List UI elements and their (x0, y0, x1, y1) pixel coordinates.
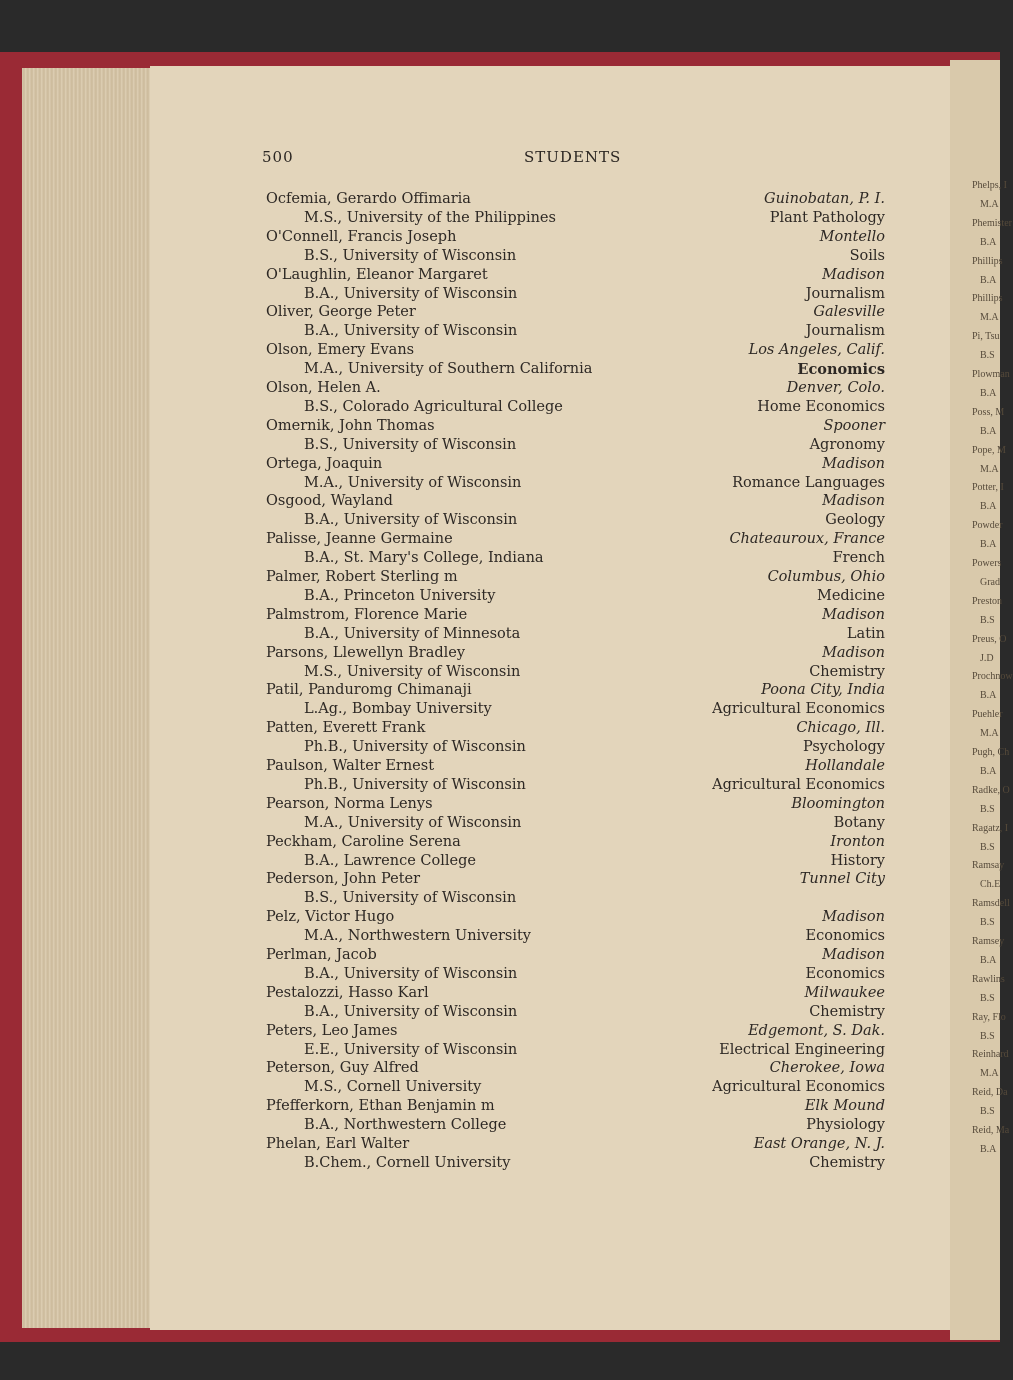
entry-name-row (0, 1059, 1000, 1078)
entry-degree-row (0, 1041, 1000, 1060)
adjacent-page-text: B.S (980, 1030, 995, 1042)
entry-name-row (0, 568, 1000, 587)
entry-degree-row (0, 322, 1000, 341)
adjacent-page-text: Reid, Da (972, 1087, 1008, 1099)
adjacent-page-text: Puehler (972, 709, 1003, 721)
student-field: Agricultural Economics (712, 1079, 885, 1096)
adjacent-page-text: B.A (980, 765, 997, 777)
entry-name-row (0, 719, 1000, 738)
student-field: Agronomy (809, 436, 885, 453)
student-name: Perlman, Jacob (266, 947, 377, 963)
adjacent-page-text: Ray, Flo (972, 1011, 1006, 1023)
student-field: Economics (805, 965, 885, 982)
student-degree: M.A., University of Wisconsin (304, 814, 522, 831)
adjacent-page-text: Preston (972, 595, 1002, 607)
student-field: Botany (833, 814, 885, 831)
student-degree: B.A., St. Mary's College, Indiana (304, 550, 544, 567)
student-degree: B.A., University of Wisconsin (304, 965, 518, 982)
entry-name-row (0, 1135, 1000, 1154)
entry-name-row (0, 190, 1000, 209)
student-degree: M.S., University of the Philippines (304, 209, 556, 226)
student-degree: B.A., University of Wisconsin (304, 323, 518, 340)
entry-name-row (0, 228, 1000, 247)
adjacent-page-text: B.S (980, 614, 995, 626)
student-name: Patten, Everett Frank (266, 720, 426, 737)
student-degree: B.S., University of Wisconsin (304, 890, 517, 907)
adjacent-page-text: Prochnow (972, 671, 1013, 683)
adjacent-page-text: J.D (980, 652, 994, 664)
adjacent-page-text: Ramsdell (972, 898, 1010, 910)
student-name: Palmer, Robert Sterling m (266, 569, 458, 585)
student-degree: B.A., University of Wisconsin (304, 512, 518, 529)
adjacent-page-text: Powers (972, 558, 1002, 569)
student-degree: B.Chem., Cornell University (304, 1154, 511, 1171)
adjacent-page-text: M.A (980, 1068, 999, 1080)
adjacent-page-text: B.A (980, 425, 997, 437)
entry-degree-row (0, 625, 1000, 644)
entry-degree-row (0, 663, 1000, 682)
adjacent-page-text: Plowman (972, 369, 1010, 380)
adjacent-page-text: B.S (980, 803, 995, 815)
entry-name-row (0, 870, 1000, 889)
entry-name-row (0, 1022, 1000, 1041)
adjacent-page-text: Phelps, I (972, 180, 1007, 191)
student-hometown: Madison (822, 606, 885, 623)
student-degree: B.A., Princeton University (304, 587, 496, 604)
student-field: Latin (846, 625, 885, 642)
student-name: Pederson, John Peter (266, 871, 421, 888)
student-name: Palmstrom, Florence Marie (266, 606, 468, 623)
student-degree: Ph.B., University of Wisconsin (304, 776, 526, 793)
adjacent-page-text: Potter, I (972, 482, 1004, 494)
adjacent-page-text: B.S (980, 917, 995, 929)
student-field: Chemistry (809, 663, 885, 680)
adjacent-page-text: B.S (980, 350, 995, 362)
adjacent-page-text: Reid, Ma (972, 1125, 1010, 1136)
adjacent-page-text: Pope, M (972, 444, 1006, 456)
entry-degree-row (0, 587, 1000, 606)
adjacent-page-text: Ch.E (980, 879, 1001, 891)
student-name: O'Laughlin, Eleanor Margaret (266, 266, 488, 283)
entry-name-row (0, 530, 1000, 549)
student-name: Patil, Panduromg Chimanaji (266, 682, 472, 699)
entry-degree-row (0, 436, 1000, 455)
adjacent-page-text: M.A (980, 728, 999, 740)
student-name: Olson, Helen A. (266, 380, 381, 396)
student-field: French (832, 550, 885, 567)
entry-degree-row (0, 814, 1000, 833)
student-name: Peters, Leo James (266, 1022, 398, 1039)
adjacent-page-text: Phemister (972, 217, 1012, 229)
adjacent-page-text: B.A (980, 1143, 997, 1155)
student-degree: B.A., University of Minnesota (304, 625, 521, 642)
student-degree: M.A., University of Wisconsin (304, 474, 522, 491)
student-degree: M.A., Northwestern University (304, 928, 531, 945)
entry-degree-row (0, 285, 1000, 304)
adjacent-page-text: B.A (980, 501, 997, 513)
student-name: Omernik, John Thomas (266, 417, 435, 434)
student-degree: L.Ag., Bombay University (304, 701, 492, 718)
student-name: Ocfemia, Gerardo Offimaria (266, 191, 471, 207)
student-hometown: Madison (822, 909, 885, 926)
student-field: Economics (797, 361, 885, 379)
student-hometown: Hollandale (805, 758, 885, 774)
entry-name-row (0, 379, 1000, 398)
student-degree: E.E., University of Wisconsin (304, 1041, 518, 1058)
student-name: Parsons, Llewellyn Bradley (266, 644, 466, 661)
entry-name-row (0, 341, 1000, 360)
student-field: Geology (825, 512, 885, 529)
entry-degree-row (0, 209, 1000, 228)
student-degree: Ph.B., University of Wisconsin (304, 739, 526, 756)
entry-degree-row (0, 360, 1000, 379)
adjacent-page-text: B.S (980, 1106, 995, 1118)
student-degree: B.S., Colorado Agricultural College (304, 398, 563, 415)
entry-name-row (0, 984, 1000, 1003)
student-hometown: Montello (819, 228, 885, 245)
adjacent-page-text: B.S (980, 992, 995, 1004)
adjacent-page-text: B.A (980, 539, 997, 551)
student-degree: M.S., University of Wisconsin (304, 663, 521, 680)
student-hometown: Guinobatan, P. I. (764, 191, 885, 207)
entry-name-row (0, 681, 1000, 700)
entry-degree-row (0, 398, 1000, 417)
entry-name-row (0, 908, 1000, 927)
student-degree: B.S., University of Wisconsin (304, 247, 517, 264)
adjacent-page-text: Ragatz, I (972, 822, 1009, 834)
entry-name-row (0, 455, 1000, 474)
student-hometown: Madison (822, 455, 885, 472)
page-number: 500 (262, 148, 294, 166)
adjacent-page-text: B.A (980, 387, 997, 399)
student-hometown: Spooner (823, 417, 885, 434)
student-field: Electrical Engineering (719, 1041, 885, 1058)
student-hometown: Madison (822, 493, 885, 510)
entry-degree-row (0, 474, 1000, 493)
student-name: Olson, Emery Evans (266, 342, 415, 359)
student-field: Chemistry (809, 1154, 885, 1171)
student-field: Plant Pathology (769, 209, 885, 226)
student-degree: M.A., University of Southern California (304, 361, 593, 378)
student-hometown: Elk Mound (804, 1098, 885, 1115)
entry-degree-row (0, 1116, 1000, 1135)
adjacent-page-text: Preus, O (972, 633, 1007, 645)
student-field: Agricultural Economics (712, 701, 885, 718)
entry-degree-row (0, 549, 1000, 568)
student-name: Osgood, Wayland (266, 493, 393, 510)
student-hometown: Madison (822, 947, 885, 963)
student-hometown: Columbus, Ohio (767, 569, 885, 585)
student-name: Pelz, Victor Hugo (266, 909, 395, 926)
entry-name-row (0, 492, 1000, 511)
entry-name-row (0, 417, 1000, 436)
entry-name-row (0, 833, 1000, 852)
entry-degree-row (0, 1078, 1000, 1097)
adjacent-page-text: B.A (980, 954, 997, 966)
student-field: Medicine (816, 587, 885, 604)
student-hometown: Tunnel City (799, 871, 885, 888)
student-hometown: Milwaukee (804, 984, 885, 1001)
student-field: Journalism (805, 285, 885, 302)
student-degree: B.A., Lawrence College (304, 852, 476, 869)
adjacent-page-text: Pi, Tsu (972, 331, 1000, 343)
student-field: Agricultural Economics (712, 776, 885, 793)
adjacent-page-text: B.A (980, 236, 997, 248)
student-field: Soils (849, 247, 885, 264)
adjacent-page-text: Phillips (972, 293, 1003, 305)
entry-degree-row (0, 511, 1000, 530)
student-name: O'Connell, Francis Joseph (266, 228, 457, 245)
entry-name-row (0, 757, 1000, 776)
student-name: Peckham, Caroline Serena (266, 833, 461, 850)
adjacent-page-text: Radke, O (972, 784, 1010, 796)
student-hometown: Cherokee, Iowa (769, 1060, 885, 1077)
student-name: Oliver, George Peter (266, 304, 416, 321)
entry-degree-row (0, 889, 1000, 908)
student-degree: B.A., Northwestern College (304, 1117, 507, 1134)
student-hometown: Madison (822, 266, 885, 283)
student-hometown: Ironton (830, 833, 885, 850)
entry-degree-row (0, 247, 1000, 266)
student-hometown: Los Angeles, Calif. (748, 342, 885, 359)
adjacent-page-text: M.A (980, 463, 999, 475)
entry-degree-row (0, 927, 1000, 946)
entry-degree-row (0, 738, 1000, 757)
student-name: Peterson, Guy Alfred (266, 1060, 419, 1077)
adjacent-page-text: M.A (980, 198, 999, 210)
adjacent-page-text: Pugh, Ch (972, 747, 1010, 758)
entry-name-row (0, 946, 1000, 965)
entry-degree-row (0, 852, 1000, 871)
student-degree: B.S., University of Wisconsin (304, 436, 517, 453)
adjacent-page-text: M.A (980, 312, 999, 324)
adjacent-page-text: Ramsay (972, 860, 1005, 872)
student-field: Chemistry (809, 1003, 885, 1020)
adjacent-page-text: Phillips (972, 255, 1003, 267)
student-field: Home Economics (757, 398, 885, 415)
student-hometown: Denver, Colo. (786, 380, 885, 396)
entry-name-row (0, 795, 1000, 814)
student-name: Pfefferkorn, Ethan Benjamin m (266, 1098, 495, 1115)
student-field: Romance Languages (732, 474, 885, 491)
adjacent-page-text: Poss, M (972, 406, 1005, 418)
entry-name-row (0, 303, 1000, 322)
student-hometown: Galesville (813, 304, 885, 321)
student-hometown: Edgemont, S. Dak. (748, 1022, 885, 1039)
student-name: Palisse, Jeanne Germaine (266, 531, 453, 548)
student-hometown: Chateauroux, France (729, 531, 885, 548)
adjacent-page-text: Reinhard (972, 1049, 1009, 1061)
student-degree: B.A., University of Wisconsin (304, 1003, 518, 1020)
student-field: Physiology (806, 1117, 885, 1134)
page-title: STUDENTS (524, 148, 622, 166)
student-degree: B.A., University of Wisconsin (304, 285, 518, 302)
adjacent-page-text: B.A (980, 274, 997, 286)
student-hometown: Bloomington (791, 795, 885, 812)
student-field: Economics (805, 928, 885, 945)
adjacent-page-text: Grad (980, 576, 1000, 588)
student-name: Paulson, Walter Ernest (266, 758, 435, 774)
entry-name-row (0, 644, 1000, 663)
student-name: Pearson, Norma Lenys (266, 795, 433, 812)
adjacent-page-text: B.S (980, 841, 995, 853)
entry-name-row (0, 606, 1000, 625)
student-degree: M.S., Cornell University (304, 1079, 482, 1096)
student-field: Psychology (802, 739, 885, 756)
student-name: Pestalozzi, Hasso Karl (266, 984, 429, 1001)
student-hometown: East Orange, N. J. (753, 1136, 885, 1152)
student-name: Ortega, Joaquin (266, 455, 383, 472)
entry-name-row (0, 266, 1000, 285)
student-name: Phelan, Earl Walter (266, 1136, 410, 1152)
adjacent-page-text: Rawlins (972, 973, 1005, 985)
student-hometown: Chicago, Ill. (796, 720, 885, 737)
student-hometown: Madison (822, 644, 885, 661)
entry-degree-row (0, 1003, 1000, 1022)
student-field: History (830, 852, 885, 869)
adjacent-page-text: Ramsey (972, 936, 1005, 947)
entry-name-row (0, 1097, 1000, 1116)
student-field: Journalism (805, 323, 885, 340)
adjacent-page-text: B.A (980, 690, 997, 702)
adjacent-page-text: Powder (972, 520, 1003, 532)
student-hometown: Poona City, India (761, 682, 885, 699)
entry-degree-row (0, 700, 1000, 719)
entry-degree-row (0, 965, 1000, 984)
entry-degree-row (0, 776, 1000, 795)
entry-degree-row (0, 1154, 1000, 1173)
